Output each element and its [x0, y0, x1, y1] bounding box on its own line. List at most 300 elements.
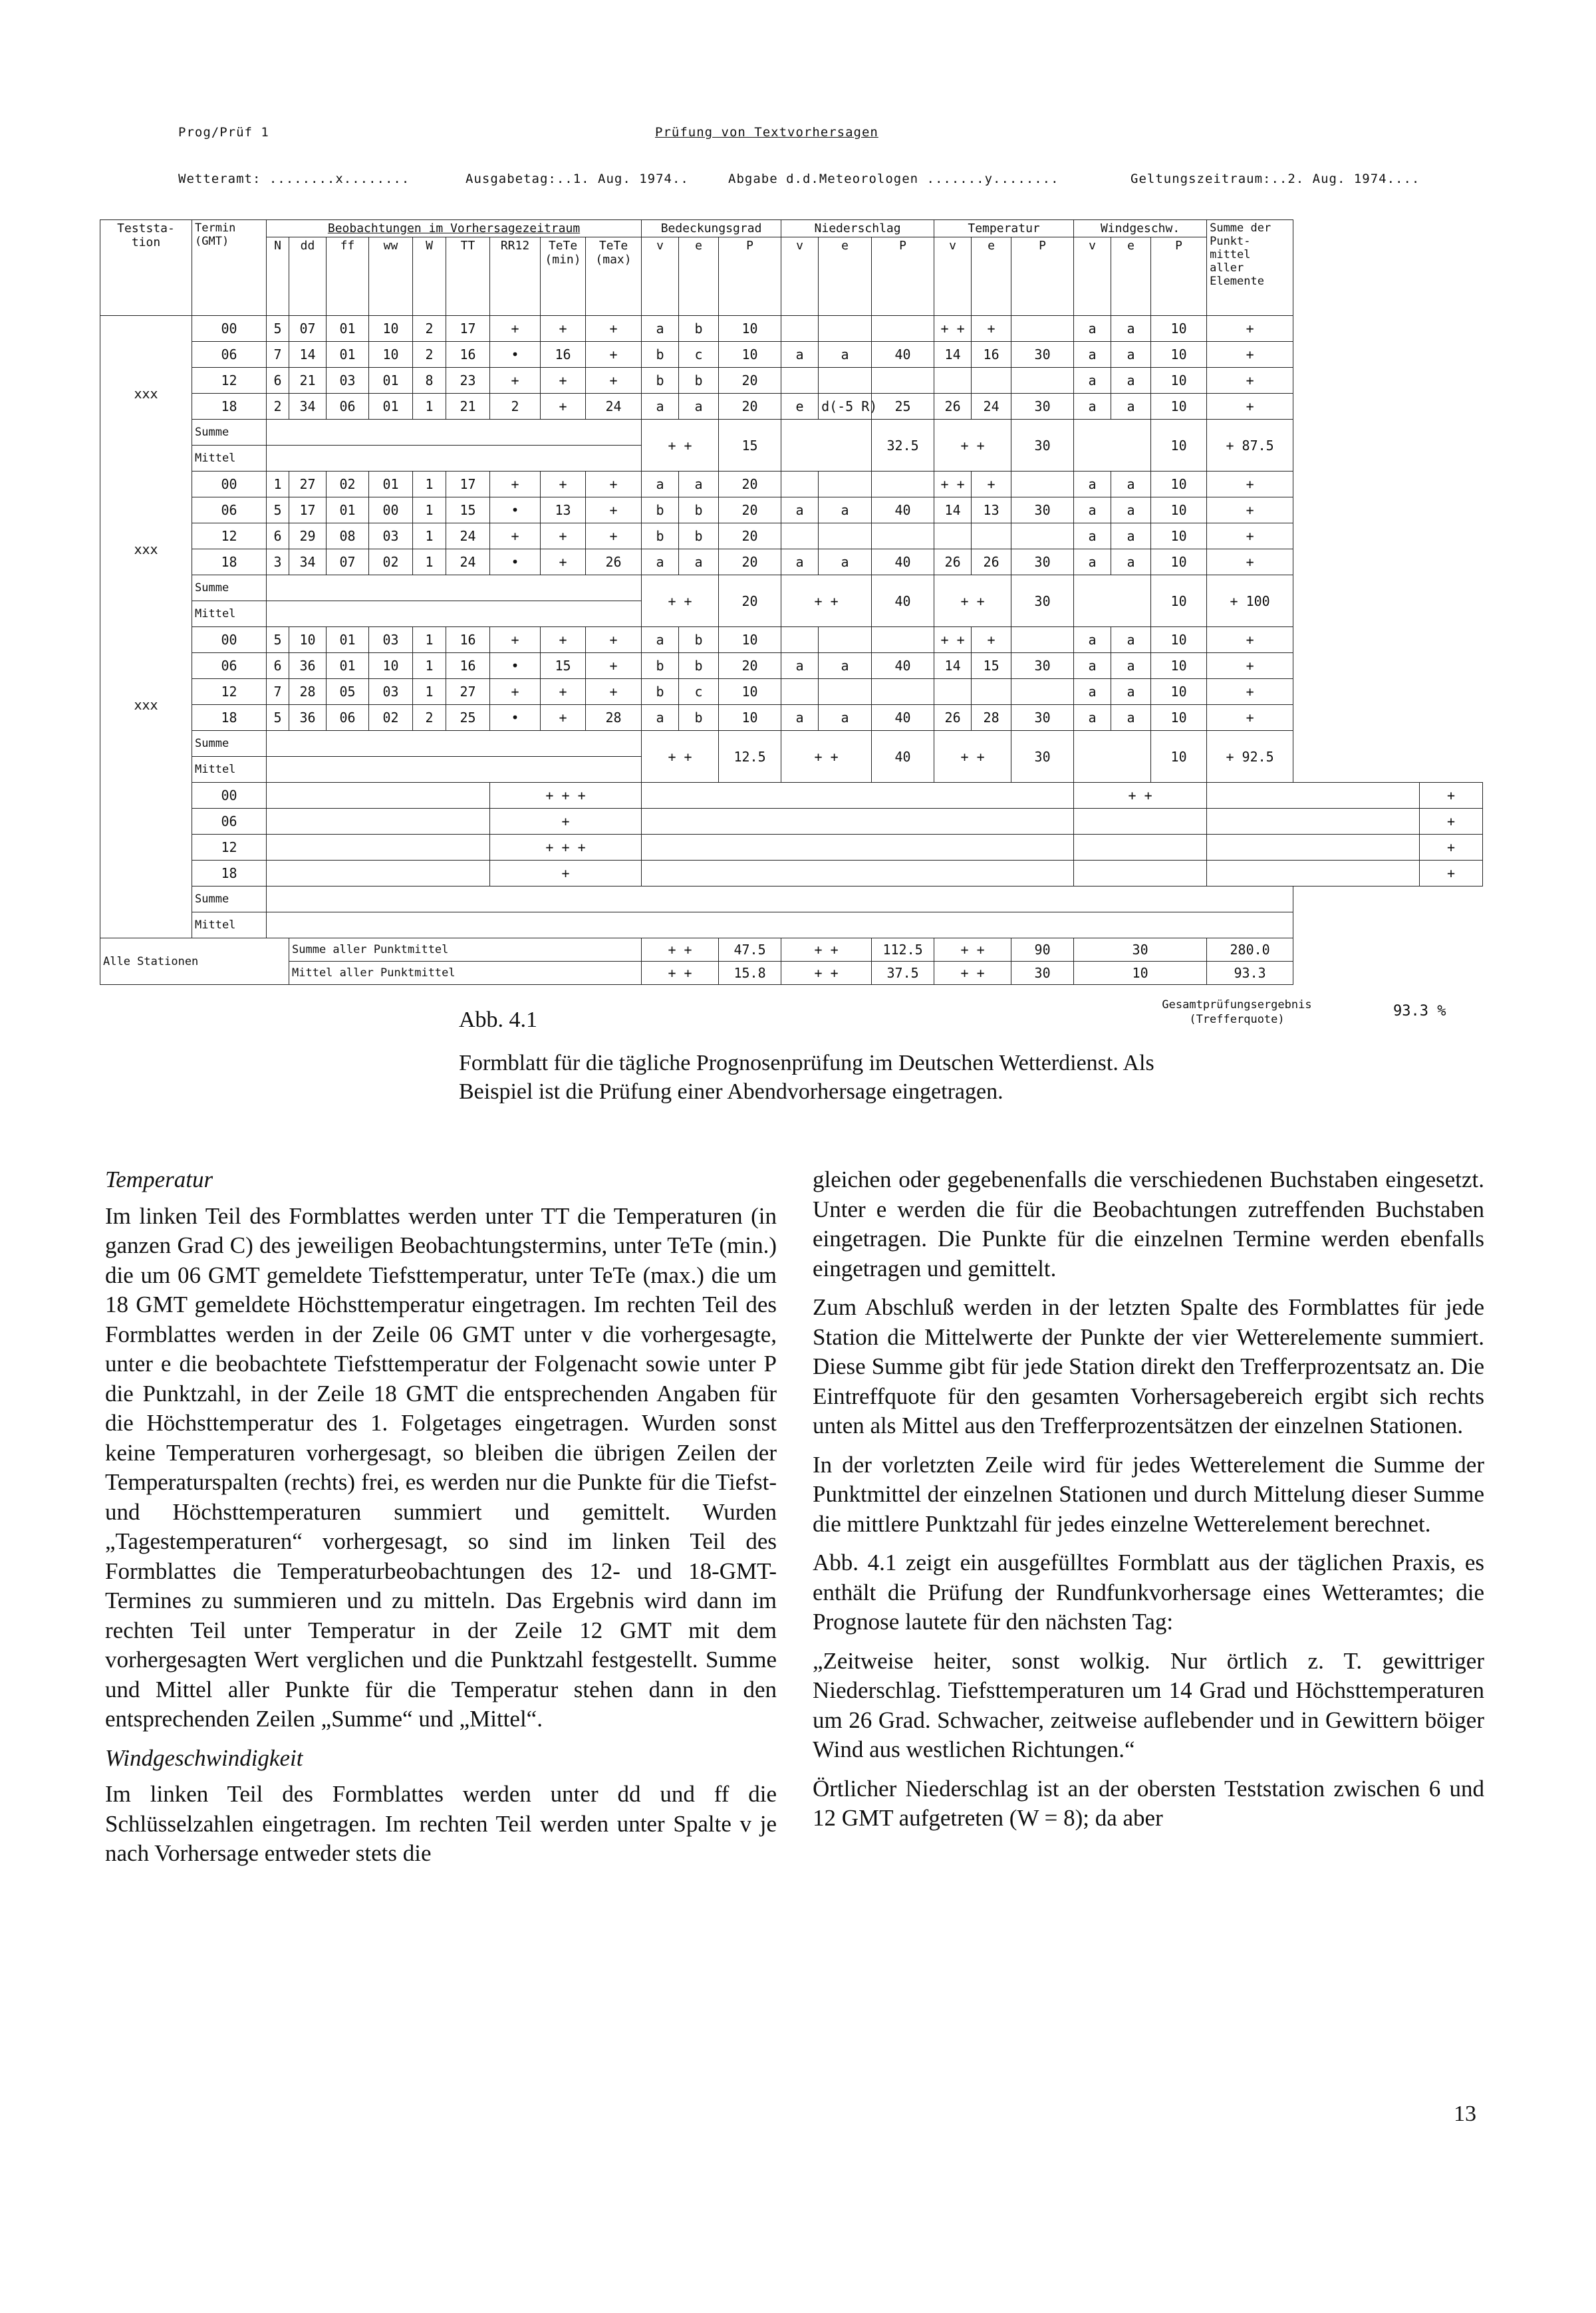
summe-elemente-header: Summe der Punkt- mittel aller Elemente: [1207, 220, 1293, 316]
paragraph: Im linken Teil des Formblattes werden unter TT die Temperaturen (in ganzen Grad C) des jeweiligen Beobachtungstermins, unter TeTe (min.) die um 06 GMT gemeldete Tiefsttemperatur, unter TeTe (max.) die um 18 GMT gemeldete Höchsttemperatur eingetragen. Im rechten Teil des Formblattes werden in der Zeile 06 GMT unter v die vorhergesagte, unter e die beobachtete Tiefsttemperatur der Folgenacht sowie unter P die Punktzahl, in der Zeile 18 GMT die entsprechenden Angaben für die Höchsttemperatur des 1. Folgetages eingetragen. Wurden sonst keine Temperaturen vorhergesagt, so bleiben die übrigen Zeilen der Temperaturspalten (rechts) frei, es werden nur die Punkte für die Tiefst- und Höchsttemperaturen summiert und gemittelt. Wurden „Tagestemperaturen“ vorhergesagt, so sind im linken Teil des Formblattes die Temperaturbeobachtungen des 12- und 18-GMT-Termines zu summieren und zu mitteln. Das Ergebnis wird dann im rechten Teil unter Temperatur in der Zeile 12 GMT mit dem vorhergesagten Wert verglichen und die Punktzahl festgestellt. Summe und Mittel aller Punkte für die Temperatur stehen dann in den entsprechenden Zeilen „Summe“ und „Mittel“.: [105, 1202, 777, 1732]
form-cell: a: [1111, 472, 1151, 497]
form-cell: + +: [1074, 783, 1207, 809]
form-cell: 7: [267, 679, 289, 705]
form-cell: a: [679, 472, 719, 497]
summary-cell: 10: [1151, 731, 1207, 783]
form-cell: 5: [267, 627, 289, 653]
form-cell: [781, 368, 819, 394]
summary-cell: 30: [1011, 420, 1074, 472]
form-cell: [781, 316, 819, 342]
form-cell: 18: [192, 705, 267, 731]
form-cell: 30: [1011, 549, 1074, 575]
form-cell: +: [490, 809, 642, 835]
table-row: [100, 835, 1483, 861]
form-cell: [819, 368, 872, 394]
table-row: [100, 653, 1483, 679]
table-row: [100, 316, 1483, 342]
col-p: P: [1011, 237, 1074, 316]
form-cell: +: [490, 679, 541, 705]
form-cell: 26: [934, 549, 972, 575]
form-cell: 10: [1151, 472, 1207, 497]
summary-cell: 30: [1011, 731, 1074, 783]
form-cell: [1074, 861, 1207, 886]
form-cell: 36: [289, 653, 327, 679]
form-cell: [819, 472, 872, 497]
summary-cell: + +: [642, 575, 719, 627]
form-cell: 20: [719, 549, 781, 575]
summary-cell: + +: [642, 731, 719, 783]
form-cell: 15: [446, 497, 490, 523]
form-cell: [642, 809, 1074, 835]
totals-cell: 10: [1074, 962, 1207, 985]
form-cell: b: [679, 523, 719, 549]
summary-cell: + 92.5: [1207, 731, 1293, 783]
form-cell: 25: [872, 394, 934, 420]
form-cell: 29: [289, 523, 327, 549]
page-number: 13: [1454, 2102, 1476, 2126]
form-cell: [819, 316, 872, 342]
form-cell: [267, 731, 642, 757]
form-cell: 28: [586, 705, 642, 731]
form-cell: [1074, 835, 1207, 861]
paragraph: In der vorletzten Zeile wird für jedes Wetterelement die Summe der Punktmittel der einzelnen Stationen und durch Mittelung dieser Summe die mittlere Punktzahl für jedes einzelne Wetterelement berechnet.: [813, 1451, 1484, 1537]
totals-row: [100, 938, 1483, 962]
form-cell: [781, 523, 819, 549]
summary-cell: + +: [934, 731, 1011, 783]
form-cell: +: [1420, 783, 1483, 809]
form-cell: e: [781, 394, 819, 420]
form-cell: a: [642, 316, 679, 342]
form-cell: 00: [192, 472, 267, 497]
form-cell: a: [1111, 394, 1151, 420]
table-row: [100, 368, 1483, 394]
form-cell: a: [781, 497, 819, 523]
form-cell: [267, 835, 490, 861]
form-cell: 1: [413, 472, 446, 497]
form-cell: 01: [369, 394, 413, 420]
form-cell: +: [1207, 627, 1293, 653]
form-cell: +: [1420, 809, 1483, 835]
form-cell: b: [679, 368, 719, 394]
form-cell: a: [1074, 316, 1111, 342]
gesamt-value: 93.3 %: [1393, 1003, 1446, 1020]
form-cell: 17: [446, 472, 490, 497]
form-cell: 24: [446, 523, 490, 549]
form-cell: d(-5 R): [819, 394, 872, 420]
form-cell: 16: [446, 342, 490, 368]
form-cell: [1011, 627, 1074, 653]
form-cell: a: [781, 342, 819, 368]
form-cell: a: [679, 549, 719, 575]
totals-cell: + +: [934, 962, 1011, 985]
form-cell: 10: [1151, 394, 1207, 420]
summe-row: [100, 731, 1483, 757]
form-cell: 7: [267, 342, 289, 368]
form-cell: 36: [289, 705, 327, 731]
form-cell: 15: [972, 653, 1011, 679]
summary-cell: 15: [719, 420, 781, 472]
summary-cell: 12.5: [719, 731, 781, 783]
form-cell: 17: [289, 497, 327, 523]
form-cell: [781, 679, 819, 705]
table-row: [100, 679, 1483, 705]
table-row: [100, 497, 1483, 523]
form-cell: 02: [369, 549, 413, 575]
totals-label: Mittel aller Punktmittel: [289, 962, 642, 985]
col-e: e: [972, 237, 1011, 316]
form-cell: 18: [192, 861, 267, 886]
form-cell: 02: [327, 472, 369, 497]
form-cell: [1207, 809, 1420, 835]
form-cell: [872, 368, 934, 394]
form-cell: 1: [413, 394, 446, 420]
form-cell: [781, 627, 819, 653]
table-row: [100, 523, 1483, 549]
wetteramt-field: Wetteramt: ........x........: [178, 172, 410, 186]
form-cell: 14: [934, 342, 972, 368]
table-row: [100, 861, 1483, 886]
form-cell: 10: [719, 705, 781, 731]
form-cell: [1011, 472, 1074, 497]
form-id: Prog/Prüf 1: [178, 125, 269, 140]
form-cell: a: [642, 627, 679, 653]
form-cell: +: [1207, 679, 1293, 705]
form-cell: +: [972, 627, 1011, 653]
form-cell: 10: [1151, 368, 1207, 394]
form-cell: [934, 368, 972, 394]
form-cell: +: [972, 316, 1011, 342]
form-cell: 34: [289, 394, 327, 420]
form-cell: [642, 835, 1074, 861]
form-cell: +: [1207, 497, 1293, 523]
mittel-label: Mittel: [192, 912, 267, 938]
col-p: P: [719, 237, 781, 316]
form-cell: 2: [267, 394, 289, 420]
form-cell: [267, 861, 490, 886]
paragraph: Abb. 4.1 zeigt ein ausgefülltes Formblatt aus der täglichen Praxis, es enthält die Prüfung der Rundfunkvorhersage eines Wetteramtes; die Prognose lautete für den nächsten Tag:: [813, 1550, 1484, 1635]
form-cell: a: [1111, 549, 1151, 575]
form-cell: 14: [934, 497, 972, 523]
form-cell: 5: [267, 316, 289, 342]
form-cell: +: [1207, 342, 1293, 368]
form-cell: + +: [934, 472, 972, 497]
form-cell: [267, 757, 642, 783]
col-w: W: [413, 237, 446, 316]
form-cell: 16: [446, 627, 490, 653]
form-cell: [1011, 679, 1074, 705]
totals-cell: 30: [1074, 938, 1207, 962]
table-row: [100, 342, 1483, 368]
summary-cell: 10: [1151, 420, 1207, 472]
summary-cell: + +: [781, 731, 872, 783]
caption-text: Formblatt für die tägliche Prognosenprüfung im Deutschen Wetterdienst. Als Beispiel ist die Prüfung einer Abendvorhersage eingetragen.: [459, 1051, 1154, 1104]
totals-cell: 280.0: [1207, 938, 1293, 962]
form-cell: +: [1207, 472, 1293, 497]
paragraph: „Zeitweise heiter, sonst wolkig. Nur örtlich z. T. gewittriger Niederschlag. Tiefsttemperaturen um 14 Grad und Höchsttemperaturen um 26 Grad. Schwacher, zeitweise auflebender und in Gewittern böiger Wind aus westlichen Richtungen.“: [813, 1647, 1484, 1762]
form-cell: a: [819, 342, 872, 368]
form-cell: 23: [446, 368, 490, 394]
form-cell: +: [586, 523, 642, 549]
form-cell: 2: [490, 394, 541, 420]
form-cell: 14: [289, 342, 327, 368]
form-cell: 07: [327, 549, 369, 575]
form-cell: 06: [327, 394, 369, 420]
summe-row: [100, 575, 1483, 601]
form-cell: +: [541, 549, 586, 575]
summary-cell: [781, 420, 872, 472]
form-cell: 30: [1011, 653, 1074, 679]
form-cell: c: [679, 679, 719, 705]
form-cell: a: [1111, 342, 1151, 368]
form-cell: [267, 783, 490, 809]
totals-cell: + +: [934, 938, 1011, 962]
section-heading-wind: Windgeschwindigkeit: [105, 1744, 303, 1771]
form-cell: 06: [192, 342, 267, 368]
form-cell: 18: [192, 549, 267, 575]
form-cell: 12: [192, 368, 267, 394]
form-cell: a: [1074, 368, 1111, 394]
form-cell: +: [490, 368, 541, 394]
form-cell: 15: [541, 653, 586, 679]
form-cell: + + +: [490, 835, 642, 861]
form-cell: 10: [1151, 653, 1207, 679]
geltung-field: Geltungszeitraum:..2. Aug. 1974....: [1130, 172, 1420, 186]
form-cell: +: [490, 861, 642, 886]
form-cell: 10: [369, 316, 413, 342]
section-heading-temperatur: Temperatur: [105, 1166, 213, 1192]
form-cell: +: [490, 472, 541, 497]
totals-cell: 47.5: [719, 938, 781, 962]
form-cell: b: [679, 497, 719, 523]
form-cell: a: [679, 394, 719, 420]
form-cell: b: [642, 368, 679, 394]
form-cell: 27: [446, 679, 490, 705]
form-cell: 5: [267, 497, 289, 523]
col-e: e: [819, 237, 872, 316]
form-cell: +: [1207, 368, 1293, 394]
form-cell: 21: [446, 394, 490, 420]
form-cell: [934, 679, 972, 705]
form-cell: +: [1420, 835, 1483, 861]
mittel-label: Mittel: [192, 601, 267, 627]
summe-label: Summe: [192, 420, 267, 446]
form-cell: [642, 783, 1074, 809]
totals-cell: 112.5: [872, 938, 934, 962]
col-rr12: RR12: [490, 237, 541, 316]
form-cell: 30: [1011, 394, 1074, 420]
wind-header: Windgeschw.: [1074, 220, 1207, 237]
table-row: [100, 783, 1483, 809]
col-ww: ww: [369, 237, 413, 316]
paragraph: Örtlicher Niederschlag ist an der obersten Teststation zwischen 6 und 12 GMT aufgetreten (W = 8); da aber: [813, 1775, 1484, 1831]
form-cell: 1: [267, 472, 289, 497]
form-cell: 02: [369, 705, 413, 731]
form-cell: 10: [369, 653, 413, 679]
form-cell: [1011, 316, 1074, 342]
totals-cell: 93.3: [1207, 962, 1293, 985]
form-cell: 10: [289, 627, 327, 653]
form-cell: 10: [1151, 679, 1207, 705]
form-cell: [972, 368, 1011, 394]
form-cell: 6: [267, 368, 289, 394]
form-cell: 16: [446, 653, 490, 679]
totals-cell: + +: [781, 962, 872, 985]
form-cell: •: [490, 549, 541, 575]
form-cell: [972, 679, 1011, 705]
paragraph: gleichen oder gegebenenfalls die verschiedenen Buchstaben eingesetzt. Unter e werden die für die Beobachtungen zutreffenden Buchstaben eingetragen. Die Punkte für die einzelnen Termine werden ebenfalls eingetragen und gemittelt.: [813, 1166, 1484, 1282]
form-cell: [781, 472, 819, 497]
form-cell: 20: [719, 497, 781, 523]
totals-row: [100, 962, 1483, 985]
form-cell: 34: [289, 549, 327, 575]
form-cell: +: [1207, 653, 1293, 679]
form-cell: [267, 912, 1293, 938]
table-row: [100, 472, 1483, 497]
summe-row: [100, 886, 1483, 912]
form-cell: a: [1074, 394, 1111, 420]
form-cell: a: [1074, 705, 1111, 731]
form-cell: a: [1111, 497, 1151, 523]
col-n: N: [267, 237, 289, 316]
form-cell: 12: [192, 679, 267, 705]
form-cell: 30: [1011, 497, 1074, 523]
form-cell: b: [679, 627, 719, 653]
form-cell: a: [1074, 627, 1111, 653]
form-cell: +: [1420, 861, 1483, 886]
form-cell: a: [1111, 368, 1151, 394]
form-cell: b: [679, 653, 719, 679]
form-cell: [267, 601, 642, 627]
form-cell: 01: [327, 653, 369, 679]
form-cell: [642, 861, 1074, 886]
form-cell: [1011, 368, 1074, 394]
table-row: [100, 627, 1483, 653]
form-cell: 20: [719, 523, 781, 549]
form-cell: 26: [972, 549, 1011, 575]
form-cell: a: [1111, 679, 1151, 705]
form-cell: a: [1074, 679, 1111, 705]
form-cell: 28: [289, 679, 327, 705]
form-cell: a: [642, 472, 679, 497]
form-cell: 20: [719, 368, 781, 394]
form-cell: 2: [413, 342, 446, 368]
form-cell: 40: [872, 497, 934, 523]
summe-label: Summe: [192, 731, 267, 757]
station-name: [100, 783, 192, 938]
summary-cell: 32.5: [872, 420, 934, 472]
form-cell: a: [1074, 472, 1111, 497]
beobachtungen-header: Beobachtungen im Vorhersagezeitraum: [267, 220, 642, 237]
form-cell: 00: [192, 783, 267, 809]
form-cell: 10: [1151, 549, 1207, 575]
form-cell: 08: [327, 523, 369, 549]
form-cell: 12: [192, 523, 267, 549]
form-cell: 1: [413, 549, 446, 575]
form-cell: 13: [972, 497, 1011, 523]
form-cell: +: [1207, 523, 1293, 549]
form-cell: a: [1074, 653, 1111, 679]
form-cell: a: [819, 549, 872, 575]
form-cell: [1207, 783, 1420, 809]
totals-cell: 30: [1011, 962, 1074, 985]
form-cell: 20: [719, 653, 781, 679]
totals-cell: 37.5: [872, 962, 934, 985]
form-cell: 28: [972, 705, 1011, 731]
summary-cell: [1074, 420, 1151, 472]
totals-cell: 90: [1011, 938, 1074, 962]
form-cell: [872, 627, 934, 653]
form-cell: 01: [327, 627, 369, 653]
summe-label: Summe: [192, 575, 267, 601]
termin-header: Termin (GMT): [192, 220, 267, 316]
form-cell: +: [1207, 549, 1293, 575]
form-cell: 16: [972, 342, 1011, 368]
form-cell: +: [1207, 394, 1293, 420]
form-cell: b: [642, 653, 679, 679]
summary-cell: 40: [872, 731, 934, 783]
col-e: e: [679, 237, 719, 316]
summe-row: [100, 420, 1483, 446]
col-e: e: [1111, 237, 1151, 316]
form-cell: a: [1074, 342, 1111, 368]
form-body: [100, 316, 1483, 985]
form-cell: [1207, 835, 1420, 861]
table-row: [100, 394, 1483, 420]
station-name: xxx: [100, 472, 192, 627]
form-cell: 06: [192, 809, 267, 835]
form-cell: a: [1074, 549, 1111, 575]
form-cell: 17: [446, 316, 490, 342]
col-v: v: [642, 237, 679, 316]
form-cell: 10: [719, 316, 781, 342]
form-cell: b: [642, 523, 679, 549]
col-v: v: [781, 237, 819, 316]
form-cell: 00: [192, 316, 267, 342]
form-cell: +: [586, 472, 642, 497]
form-cell: +: [541, 627, 586, 653]
form-cell: a: [819, 705, 872, 731]
summary-cell: [1074, 575, 1151, 627]
paragraph: Zum Abschluß werden in der letzten Spalte des Formblattes für jede Station die Mittelwerte der Punkte der vier Wetterelemente summiert. Diese Summe gibt für jede Station direkt den Trefferprozentsatz an. Die Eintreffquote für den gesamten Vorhersagebereich ergibt sich rechts unten als Mittel aus den Trefferprozentsätzen der einzelnen Stationen.: [813, 1294, 1484, 1438]
form-cell: [872, 523, 934, 549]
form-cell: [872, 472, 934, 497]
form-cell: +: [541, 316, 586, 342]
totals-cell: + +: [642, 962, 719, 985]
form-cell: [819, 679, 872, 705]
form-cell: 24: [972, 394, 1011, 420]
form-cell: a: [1111, 705, 1151, 731]
totals-cell: + +: [781, 938, 872, 962]
mittel-row: [100, 912, 1483, 938]
form-cell: a: [1074, 523, 1111, 549]
form-cell: 30: [1011, 342, 1074, 368]
form-cell: 01: [327, 342, 369, 368]
form-cell: •: [490, 497, 541, 523]
summe-label: Summe: [192, 886, 267, 912]
form-cell: 10: [719, 679, 781, 705]
summary-cell: + +: [934, 420, 1011, 472]
form-cell: b: [679, 705, 719, 731]
form-cell: •: [490, 705, 541, 731]
form-cell: +: [541, 523, 586, 549]
form-cell: [1074, 809, 1207, 835]
form-cell: +: [490, 627, 541, 653]
form-cell: 20: [719, 394, 781, 420]
form-cell: 00: [192, 627, 267, 653]
table-row: [100, 809, 1483, 835]
form-cell: 18: [192, 394, 267, 420]
col-tete-max: TeTe (max): [586, 237, 642, 316]
